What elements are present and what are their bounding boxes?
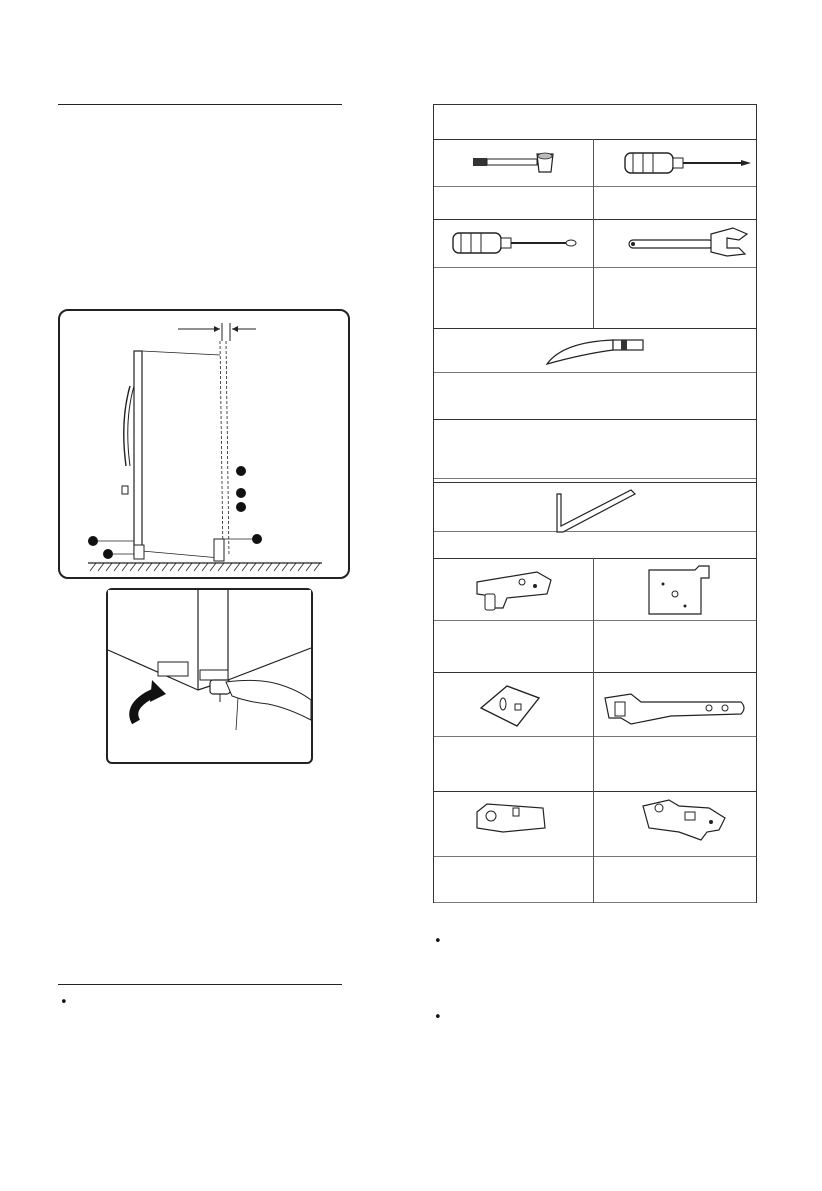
table-rule — [433, 736, 757, 737]
table-rule — [433, 267, 757, 268]
table-rule — [433, 372, 757, 373]
hinge-cover-plate-icon — [477, 682, 547, 730]
table-rule — [433, 139, 757, 140]
table-rule — [433, 620, 757, 621]
left-bottom-rule — [58, 984, 342, 985]
table-rule — [433, 482, 757, 483]
refrigerator-side-diagram — [60, 311, 348, 577]
leveling-figure-panel — [58, 309, 350, 579]
socket-wrench-icon — [471, 148, 561, 178]
table-col-rule — [433, 104, 434, 903]
middle-hinge-plate-icon — [635, 562, 725, 618]
utility-knife-icon — [543, 336, 653, 366]
table-rule — [433, 672, 757, 673]
right-bullet-2: • — [434, 1010, 442, 1025]
table-rule — [433, 558, 757, 559]
door-stop-right-icon — [639, 794, 729, 844]
foot-adjust-figure-panel — [106, 588, 313, 764]
right-bullet-1: • — [434, 934, 442, 949]
door-stop-left-icon — [473, 798, 553, 838]
upper-hinge-icon — [601, 688, 751, 732]
adjustable-foot-illustration — [108, 590, 311, 762]
table-rule — [433, 902, 757, 903]
flat-screwdriver-icon — [623, 150, 753, 176]
table-rule — [433, 791, 757, 792]
left-top-rule — [58, 104, 342, 105]
table-rule — [433, 478, 757, 479]
table-rule — [433, 328, 757, 329]
tools-parts-table — [433, 104, 757, 903]
lower-hinge-icon — [467, 568, 557, 616]
table-rule — [433, 219, 757, 220]
table-col-rule — [593, 558, 594, 903]
table-rule — [433, 419, 757, 420]
table-rule — [433, 104, 757, 105]
table-col-rule — [593, 139, 594, 328]
left-bullet: • — [60, 995, 68, 1010]
table-rule — [433, 856, 757, 857]
table-rule — [433, 186, 757, 187]
adjustable-wrench-icon — [623, 224, 753, 258]
table-col-rule — [756, 104, 757, 903]
hex-key-icon — [551, 486, 641, 536]
phillips-screwdriver-icon — [451, 230, 581, 256]
